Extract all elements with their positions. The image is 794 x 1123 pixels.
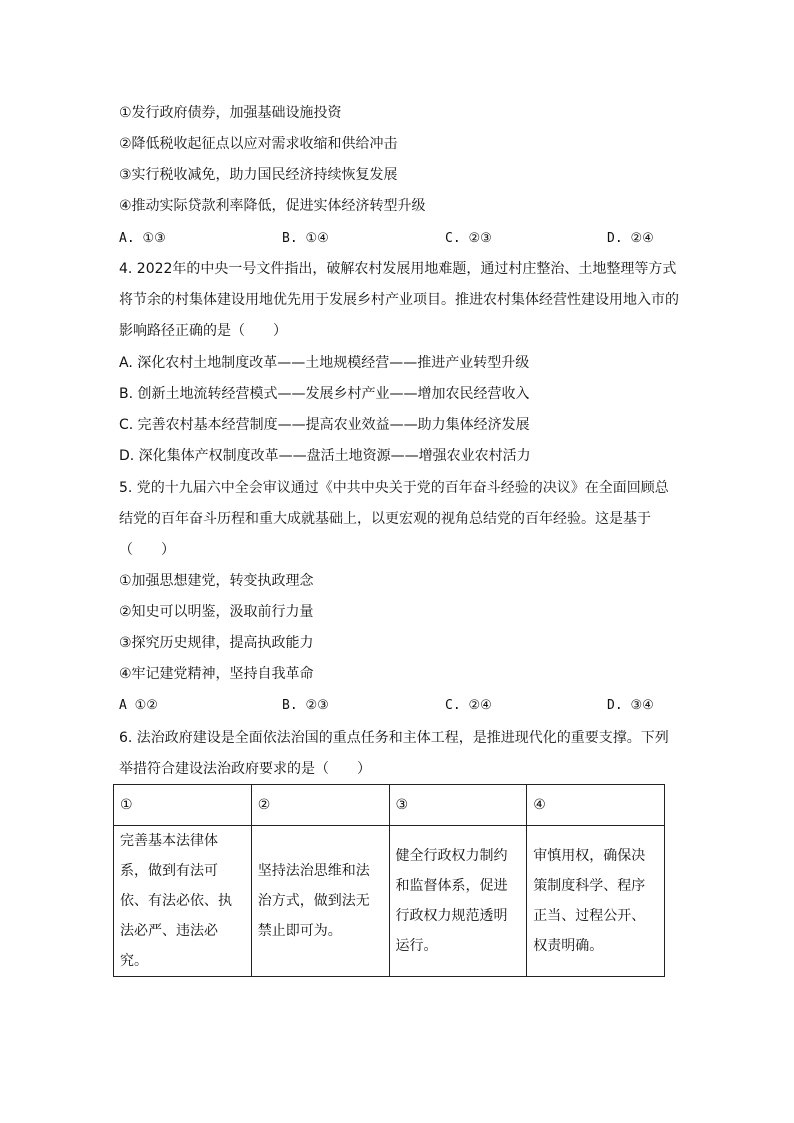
table-cell-text: 坚持法治思维和法治方式，做到法无禁止即可为。: [257, 863, 370, 939]
q4-stem-line-1: 4. 2022年的中央一号文件指出，破解农村发展用地难题，通过村庄整治、土地整理等方式: [119, 261, 677, 277]
q4-option-d[interactable]: D. 深化集体产权制度改革——盘活土地资源——增强农业农村活力: [119, 448, 531, 464]
q5-option-a[interactable]: A ①②: [119, 698, 158, 713]
q5-item-2: ②知史可以明鉴，汲取前行力量: [119, 604, 314, 620]
q4-option-c[interactable]: C. 完善农村基本经营制度——提高农业效益——助力集体经济发展: [119, 417, 530, 433]
q6-stem-line-2: 举措符合建设法治政府要求的是（ ）: [119, 761, 371, 777]
q3-item-1: ①发行政府债券，加强基础设施投资: [119, 105, 342, 121]
q3-option-d[interactable]: D. ②④: [607, 231, 654, 246]
table-cell: [114, 826, 252, 977]
q4-option-b[interactable]: B. 创新土地流转经营模式——发展乡村产业——增加农民经营收入: [119, 386, 530, 402]
q5-item-3: ③探究历史规律，提高执政能力: [119, 635, 314, 651]
table-cell: [527, 826, 665, 977]
q3-option-c[interactable]: C. ②③: [445, 231, 492, 246]
table-header-cell: ②: [251, 785, 389, 826]
q4-stem-line-3: 影响路径正确的是（ ）: [119, 323, 287, 339]
table-cell-text: 健全行政权力制约和监督体系，促进行政权力规范透明运行。: [395, 848, 508, 954]
q6-choices-table: [113, 784, 665, 977]
q3-options: [119, 230, 679, 248]
table-row: [114, 826, 665, 977]
q5-option-d[interactable]: D. ③④: [607, 698, 654, 713]
table-cell: [251, 826, 389, 977]
table-header-row: [114, 785, 665, 826]
q6-stem-line-1: 6. 法治政府建设是全面依法治国的重点任务和主体工程，是推进现代化的重要支撑。下列: [119, 730, 669, 746]
q5-item-1: ①加强思想建党，转变执政理念: [119, 573, 314, 589]
q5-item-4: ④牢记建党精神，坚持自我革命: [119, 666, 314, 682]
q3-item-4: ④推动实际贷款利率降低，促进实体经济转型升级: [119, 198, 426, 214]
table-header-cell: ①: [114, 785, 252, 826]
table-cell: [389, 826, 527, 977]
q5-stem-line-3: （ ）: [119, 542, 175, 558]
q3-option-b[interactable]: B. ①④: [282, 231, 329, 246]
table-header-cell: ③: [389, 785, 527, 826]
q5-stem-line-2: 结党的百年奋斗历程和重大成就基础上，以更宏观的视角总结党的百年经验。这是基于: [119, 511, 651, 527]
q4-option-a[interactable]: A. 深化农村土地制度改革——土地规模经营——推进产业转型升级: [119, 355, 530, 371]
table-cell-text: 完善基本法律体系，做到有法可依、有法必依、执法必严、违法必究。: [120, 833, 232, 969]
table-header-cell: ④: [527, 785, 665, 826]
q3-item-2: ②降低税收起征点以应对需求收缩和供给冲击: [119, 136, 398, 152]
q5-option-b[interactable]: B. ②③: [282, 698, 329, 713]
q5-stem-line-1: 5. 党的十九届六中全会审议通过《中共中央关于党的百年奋斗经验的决议》在全面回顾总: [119, 480, 669, 496]
q4-stem-line-2: 将节余的村集体建设用地优先用于发展乡村产业项目。推进农村集体经营性建设用地入市的: [119, 292, 679, 308]
q3-item-3: ③实行税收减免，助力国民经济持续恢复发展: [119, 167, 398, 183]
table-cell-text: 审慎用权，确保决策制度科学、程序正当、过程公开、权责明确。: [533, 848, 646, 954]
q3-option-a[interactable]: A. ①③: [119, 231, 166, 246]
q5-options: [119, 697, 679, 715]
q5-option-c[interactable]: C. ②④: [445, 698, 492, 713]
